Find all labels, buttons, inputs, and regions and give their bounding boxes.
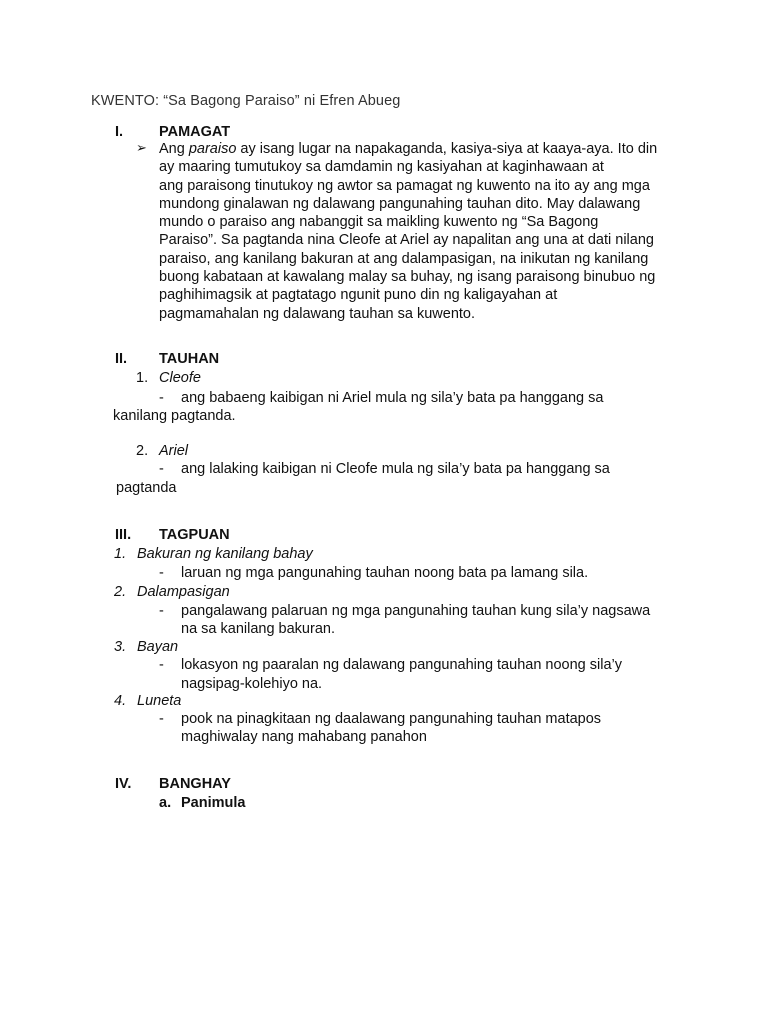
setting-1-description: laruan ng mga pangunahing tauhan noong bata pa lamang sila. <box>181 565 589 581</box>
paragraph-line-8: buong kabataan at kawalang malay sa buhay, ng isang paraisong binubuo ng <box>159 269 656 286</box>
setting-4-number: 4. <box>114 693 127 709</box>
character-2-number: 2. <box>136 443 149 459</box>
setting-3-description-cont: nagsipag-kolehiyo na. <box>181 676 323 692</box>
character-1-description-cont: kanilang pagtanda. <box>113 408 236 424</box>
setting-3-name: Bayan <box>137 639 179 655</box>
setting-1-name: Bakuran ng kanilang bahay <box>137 546 313 562</box>
character-2-name: Ariel <box>159 443 189 459</box>
section-2-numeral: II. <box>115 351 128 367</box>
character-1-name: Cleofe <box>159 370 201 386</box>
paragraph-line-6: Paraiso”. Sa pagtanda nina Cleofe at Ariel ay napalitan ang una at dati nilang <box>159 232 654 249</box>
setting-1-number: 1. <box>114 546 127 562</box>
section-4-heading: BANGHAY <box>159 776 231 792</box>
character-2-description: ang lalaking kaibigan ni Cleofe mula ng sila’y bata pa hanggang sa <box>181 461 610 477</box>
setting-2-number: 2. <box>114 584 127 600</box>
character-1-dash: - <box>159 390 164 406</box>
section-2-heading: TAUHAN <box>159 351 220 367</box>
section-4-numeral: IV. <box>115 776 132 792</box>
paragraph-line-10: pagmamahalan ng dalawang tauhan sa kuwento. <box>159 305 476 322</box>
setting-2-dash: - <box>159 603 164 619</box>
setting-3-dash: - <box>159 657 164 673</box>
document-title: KWENTO: “Sa Bagong Paraiso” ni Efren Abueg <box>91 93 401 109</box>
section-3-heading: TAGPUAN <box>159 527 230 543</box>
italic-term: paraiso <box>188 141 237 157</box>
setting-3-description: lokasyon ng paaralan ng dalawang pangunahing tauhan noong sila’y <box>181 657 622 673</box>
section-1-numeral: I. <box>115 124 124 140</box>
paragraph-line-5: mundo o paraiso ang nabanggit sa maikling kuwento ng “Sa Bagong <box>159 214 599 231</box>
paragraph-line-2: ay maaring tumutukoy sa damdamin ng kasiyahan at kaginhawaan at <box>159 159 604 176</box>
setting-4-name: Luneta <box>137 693 182 709</box>
subsection-a-heading: Panimula <box>181 795 246 811</box>
character-1-number: 1. <box>136 370 149 386</box>
paragraph-line-9: paghihimagsik at pagtatago ngunit puno din ng kaligayahan at <box>159 287 558 304</box>
paragraph-line-3: ang paraisong tinutukoy ng awtor sa pamagat ng kuwento na ito ay ang mga <box>159 177 650 194</box>
setting-2-description-cont: na sa kanilang bakuran. <box>181 621 335 637</box>
section-1-heading: PAMAGAT <box>159 124 231 140</box>
arrow-bullet-icon: ➢ <box>136 140 147 155</box>
setting-2-description: pangalawang palaruan ng mga pangunahing tauhan kung sila’y nagsawa <box>181 603 651 619</box>
setting-1-dash: - <box>159 565 164 581</box>
setting-2-name: Dalampasigan <box>137 584 230 600</box>
setting-4-dash: - <box>159 711 164 727</box>
setting-3-number: 3. <box>114 639 127 655</box>
paragraph-line-1: Ang paraiso ay isang lugar na napakaganda, kasiya-siya at kaaya-aya. Ito din <box>159 141 658 157</box>
character-2-description-cont: pagtanda <box>116 480 177 496</box>
section-1-paragraph <box>159 140 689 323</box>
character-2-dash: - <box>159 461 164 477</box>
subsection-a-label: a. <box>159 795 172 811</box>
paragraph-line-7: paraiso, ang kanilang bakuran at ang dalampasigan, na inikutan ng kanilang <box>159 250 649 267</box>
paragraph-line-4: mundong ginalawan ng dalawang pangunahing tauhan dito. May dalawang <box>159 195 641 212</box>
section-3-numeral: III. <box>115 527 132 543</box>
setting-4-description-cont: maghiwalay nang mahabang panahon <box>181 729 427 745</box>
setting-4-description: pook na pinagkitaan ng daalawang pangunahing tauhan matapos <box>181 711 602 727</box>
character-1-description: ang babaeng kaibigan ni Ariel mula ng sila’y bata pa hanggang sa <box>181 390 604 406</box>
